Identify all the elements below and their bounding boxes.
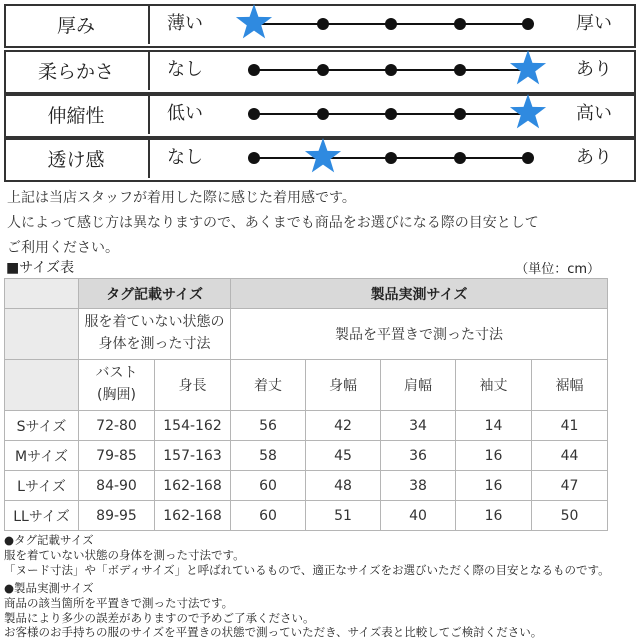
scale-dot (454, 108, 466, 120)
feel-left-label: なし (167, 59, 203, 80)
scale-dot (454, 18, 466, 30)
col-shoulder: 肩幅 (381, 360, 456, 411)
tag-description: 服を着ていない状態の 身体を測った寸法 (79, 309, 231, 360)
star-icon (303, 136, 343, 176)
col-hem: 裾幅 (532, 360, 608, 411)
col-length: 着丈 (231, 360, 306, 411)
size-table-title: ■サイズ表 (6, 260, 75, 276)
footnote-line: 製品により多少の誤差がありますので予めご了承ください。 (4, 611, 315, 625)
note-line: 人によって感じ方は異なりますので、あくまでも商品をお選びになる際の目安として (7, 215, 539, 231)
scale-dot (317, 108, 329, 120)
scale-dot (522, 18, 534, 30)
unit-label: （単位：cm） (515, 262, 600, 277)
col-bust: バスト (胸囲) (79, 360, 155, 411)
group-tag-header: タグ記載サイズ (79, 279, 231, 309)
star-icon (234, 2, 274, 42)
col-sleeve: 袖丈 (456, 360, 532, 411)
feel-row-sheerness (4, 138, 636, 182)
feel-scale (230, 50, 546, 90)
feel-label: 厚み (4, 4, 150, 44)
table-row: Lサイズ 84-90 162-168 60 48 38 16 47 (5, 471, 608, 501)
size-label: Sサイズ (5, 411, 79, 441)
actual-description: 製品を平置きで測った寸法 (231, 309, 608, 360)
feel-scale (230, 94, 546, 134)
feel-right-label: あり (576, 147, 612, 168)
footnote-heading: ●タグ記載サイズ (4, 533, 94, 547)
feel-scale (230, 138, 546, 178)
feel-table (4, 4, 636, 182)
scale-dot (317, 18, 329, 30)
footnote-heading: ●製品実測サイズ (4, 581, 94, 595)
star-icon (508, 92, 548, 132)
size-label: Lサイズ (5, 471, 79, 501)
feel-right-label: 高い (576, 103, 612, 124)
footnote-line: 服を着ていない状態の身体を測った寸法です。 (4, 548, 245, 562)
scale-dot (454, 64, 466, 76)
scale-dot (385, 64, 397, 76)
scale-dot (385, 152, 397, 164)
table-row: Sサイズ 72-80 154-162 56 42 34 14 41 (5, 411, 608, 441)
scale-dot (248, 108, 260, 120)
feel-left-label: なし (167, 147, 203, 168)
feel-row-softness (4, 50, 636, 94)
feel-row-thickness (4, 4, 636, 48)
size-label: Mサイズ (5, 441, 79, 471)
scale-dot (317, 64, 329, 76)
table-row: Mサイズ 79-85 157-163 58 45 36 16 44 (5, 441, 608, 471)
feel-right-label: 厚い (576, 13, 612, 34)
feel-label: 伸縮性 (4, 94, 150, 134)
group-actual-header: 製品実測サイズ (231, 279, 608, 309)
scale-dot (248, 152, 260, 164)
size-table (4, 278, 607, 530)
feel-right-label: あり (576, 59, 612, 80)
footnote-line: お客様のお手持ちの服のサイズを平置きの状態で測っていただき、サイズ表と比較してご検討ください。 (4, 625, 543, 639)
footnote-line: 商品の該当箇所を平置きで測った寸法です。 (4, 596, 234, 610)
note-line: ご利用ください。 (7, 240, 119, 256)
size-label: LLサイズ (5, 501, 79, 531)
table-row: LLサイズ 89-95 162-168 60 51 40 16 50 (5, 501, 608, 531)
feel-left-label: 薄い (167, 13, 203, 34)
footnote-line: 「ヌード寸法」や「ボディサイズ」と呼ばれているもので、適正なサイズをお選びいただく際の目安となるものです。 (4, 563, 610, 577)
scale-dot (385, 108, 397, 120)
col-width: 身幅 (306, 360, 381, 411)
scale-dot (522, 152, 534, 164)
note-line: 上記は当店スタッフが着用した際に感じた着用感です。 (7, 190, 356, 206)
scale-dot (454, 152, 466, 164)
feel-label: 透け感 (4, 138, 150, 178)
scale-dot (385, 18, 397, 30)
star-icon (508, 48, 548, 88)
scale-dot (248, 64, 260, 76)
feel-label: 柔らかさ (4, 50, 150, 90)
feel-row-stretch (4, 94, 636, 138)
col-height: 身長 (155, 360, 231, 411)
feel-left-label: 低い (167, 103, 203, 124)
feel-scale (230, 4, 546, 44)
